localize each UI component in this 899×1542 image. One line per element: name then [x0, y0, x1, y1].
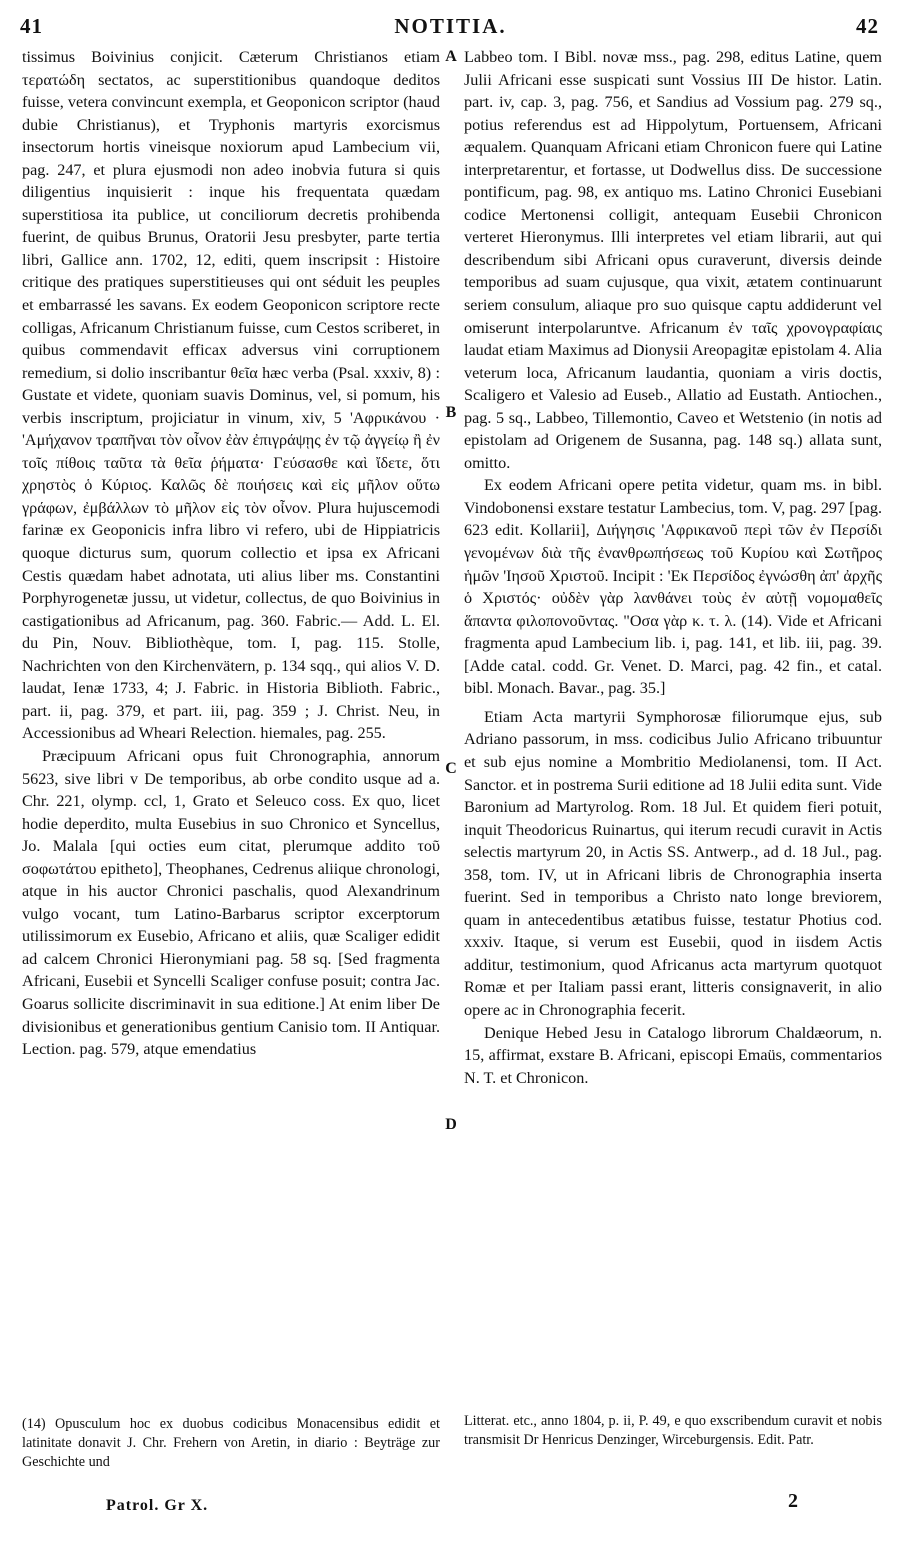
- margin-letter-c: C: [445, 760, 457, 777]
- right-paragraph-2: Ex eodem Africani opere petita videtur, quam ms. in bibl. Vindobonensi exstare testatur Lambecius, tom. V, pag. 297 [pag. 623 edit. Kollarii], Διήγησις 'Αφρικανοῦ περὶ τῶν ἐν Περσίδι γενομένων διὰ τῆς ἐνανθρωπήσεως τοῦ Κυρίου καὶ Σωτῆρος ἡμῶν 'Ιησοῦ Χριστοῦ. Incipit : 'Εκ Περσίδος ἐγνώσθη ἀπ' ἀρχῆς ὁ Χριστός· οὐδὲν γὰρ λανθάνει τοὺς ἐν αὐτῇ νομομαθεῖς ἅπαντα φιλοπονοῦντας. "Οσα γὰρ κ. τ. λ. (14). Vide et Africani fragmenta apud Lambecium lib. i, pag. 141, et lib. iii, pag. 39. [Adde catal. codd. Gr. Venet. D. Marci, pag. 42 fin., et catal. bibl. Monach. Bavar., pag. 35.]: [464, 476, 882, 698]
- footnote-left: (14) Opusculum hoc ex duobus codicibus Monacensibus edidit et latinitate donavit J. Chr. Frehern von Aretin, in diario : Beyträge zur Geschichte und: [22, 1416, 440, 1470]
- gathering-number: 2: [788, 1490, 798, 1512]
- margin-letter-a: A: [445, 48, 457, 65]
- right-column: [464, 46, 882, 1089]
- signature-mark: Patrol. Gr X.: [106, 1497, 209, 1514]
- page-number-right: 42: [856, 14, 879, 38]
- running-header: [14, 10, 887, 40]
- left-paragraph-2: Præcipuum Africani opus fuit Chronographia, annorum 5623, sive libri v De temporibus, ab orbe condito usque ad a. Chr. 221, olymp. ccl, 1, Grato et Seleuco coss. Ex quo, licet hodie deperdito, multa Eusebius in suo Chronico et Syncellus, Jo. Malala [qui octies eum citat, plerumque addito τοῦ σοφωτάτου epitheto], Theophanes, Cedrenus aliique chronologi, atque in his auctor Chronici paschalis, quod Alexandrinum vulgo vocant, tum Latino-Barbarus scriptor excerptorum utilissimorum ex Eusebio, Africano et aliis, quæ Scaliger edidit ad calcem Chronici Hieronymiani pag. 58 sq. [Sed fragmenta Africani, Eusebii et Syncelli Scaliger confuse posuit; contra Jac. Goarus sollicite discriminavit in sua editione.] At enim liber De divisionibus et generationibus gentium Canisio tom. II Antiquar. Lection. pag. 579, atque emendatius: [22, 746, 440, 1059]
- margin-letter-d: D: [445, 1116, 457, 1133]
- right-paragraph-1: Labbeo tom. I Bibl. novæ mss., pag. 298, editus Latine, quem Julii Africani esse suspicati sunt Vossius III De histor. Latin. part. iv, cap. 3, pag. 756, et Sandius ad Vossium pag. 279 sq., potius referendus est ad Hippolytum, Portuensem, Africani æqualem. Quanquam Africani etiam Chronicon fuere qui Latine interpretarentur, et fortasse, ut Dodwellus diss. De successione pontificum, pag. 98, ex antiquo ms. Latino Chronici Eusebiani codice Mertonensi colligit, antequam Eusebii Chronicon verteret Hieronymus. Illi interpretes vel etiam librarii, aut qui describendum sibi Africani opus curaverunt, diversis deinde temporibus ad suam cujusque, qua vixit, ætatem continuarunt seriem consulum, aliaque pro suo quisque captu addiderunt vel omiserunt interpolaruntve. Africanum ἐν ταῖς χρονογραφίαις laudat etiam Maximus ad Dionysii Areopagitæ epistolam 4. Alia veterum loca, Africanum laudantia, quoniam a viris doctis, Scaligero et Valesio ad Euseb., Allatio ad Eustath. Antiochen., pag. 5 sq., Labbeo, Tillemontio, Caveo et Wetstenio (in notis ad epistolam ad Origenem de Susanna, pag. 148 sq.) allata sunt, omitto.: [464, 48, 882, 472]
- left-paragraph-1: tissimus Boivinius conjicit. Cæterum Christianos etiam τερατώδη sectatos, ac superstitionibus quandoque deditos fuisse, vetera convincunt exempla, et Geoponicon scriptor (haud dubie Christianus), et Tryphonis martyris exorcismus insectorum hortis vineisque noxiorum apud Lambecium vii, pag. 247, et plura ejusmodi non adeo inobvia futura si quis diligentius inquisierit : inque his frequentata quædam superstitiosa ita publice, ut conciliorum decretis prohibenda fuerint, de quibus Brunus, Oratorii Jesu presbyter, parte tertia libri, Gallice ann. 1702, 12, editi, quem inscripsit : Histoire critique des pratiques superstitieuses qui ont séduit les peuples et embarrassé les savans. Ex eodem Geoponicon scriptore recte colligas, Africanum Christianum fuisse, cum Cestos scriberet, in quibus commendavit efficax adversus vini corruptionem remedium, si dolio inscribantur θεῖα hæc verba (Psal. xxxiv, 8) : Gustate et videte, quoniam suavis Dominus, vel, si pomum, his verbis inscriptum, projiciatur in vinum, xiv, 5 'Αφρικάνου · 'Αμήχανον τραπῆναι τὸν οἶνον ἐὰν ἐπιγράψῃς ἐν τῷ ἀγγείῳ ἢ ἐν τοῖς πίθοις ταῦτα τὰ θεῖα ῥήματα· Γεύσασθε καὶ ἴδετε, ὅτι χρηστὸς ὁ Κύριος. Καλῶς δὲ ποιήσεις καὶ εἰς μῆλον οὕτω γράφων, ἐμβάλλων τὸ μῆλον εἰς τὸν οἶνον. Plura hujuscemodi farinæ ex Geoponicis infra libro vi refero, ubi de Hippiatricis quoque dicturus sum, quorum collectio et ipsa ex Africani Cestis quædam habet adnotata, uti alius liber ms. Constantini Porphyrogenetæ jussu, ut videtur, collectus, de quo Boivinius in castigationibus ad Africanum, pag. 360. Fabric.— Add. L. El. du Pin, Nouv. Bibliothèque, tom. I, pag. 115. Stolle, Nachrichten von den Kirchenvätern, p. 134 sqq., qui alios V. D. laudat, Ienæ 1733, 4; J. Fabric. in Historia Biblioth. Fabric., part. ii, pag. 379, et part. iii, pag. 359 ; J. Christ. Neu, in Accessionibus ad Wheari Relection. hiemales, pag. 255.: [22, 48, 440, 743]
- right-paragraph-3: Etiam Acta martyrii Symphorosæ filiorumque ejus, sub Adriano passorum, in mss. codicibus Julio Africano tribuuntur et sub ejus nomine a Mombritio Mediolanensi, tom. II Act. Sanctor. et in postrema Surii editione ad 18 Julii edita sunt. Vide Baronium ad Martyrolog. Rom. 18 Jul. Et quidem fieri potuit, inquit Theodoricus Ruinartus, qui iterum recudi curavit in Actis selectis martyrum 20, in Actis SS. Antwerp., ad d. 18 Jul., pag. 358, tom. IV, ut in Africani libris de Chronographia inserta fuerint. Sed in temporibus a Christo nato longe breviorem, quam in antecedentibus ætatibus fuisse, testatur Photius cod. xxxiv. Itaque, si verum est Eusebii, quod in iisdem Actis additur, testimonium, quod Africanus acta martyrum quotquot Romæ et per Italiam passi erant, litteris consignaverit, in alio opere ac in Chronographia fecerit.: [464, 707, 882, 1019]
- running-title: NOTITIA.: [394, 14, 507, 38]
- right-paragraph-4: Denique Hebed Jesu in Catalogo librorum Chaldæorum, n. 15, affirmat, exstare B. Africani, episcopi Emaüs, commentarios N. T. et Chronicon.: [464, 1023, 882, 1087]
- margin-letter-b: B: [445, 404, 457, 421]
- page-number-left: 41: [20, 14, 43, 38]
- left-column: [22, 46, 440, 1061]
- footnote-right: Litterat. etc., anno 1804, p. ii, P. 49, e quo exscribendum curavit et nobis transmisit Dr Henricus Denzinger, Wirceburgensis. Edit. Patr.: [464, 1413, 882, 1448]
